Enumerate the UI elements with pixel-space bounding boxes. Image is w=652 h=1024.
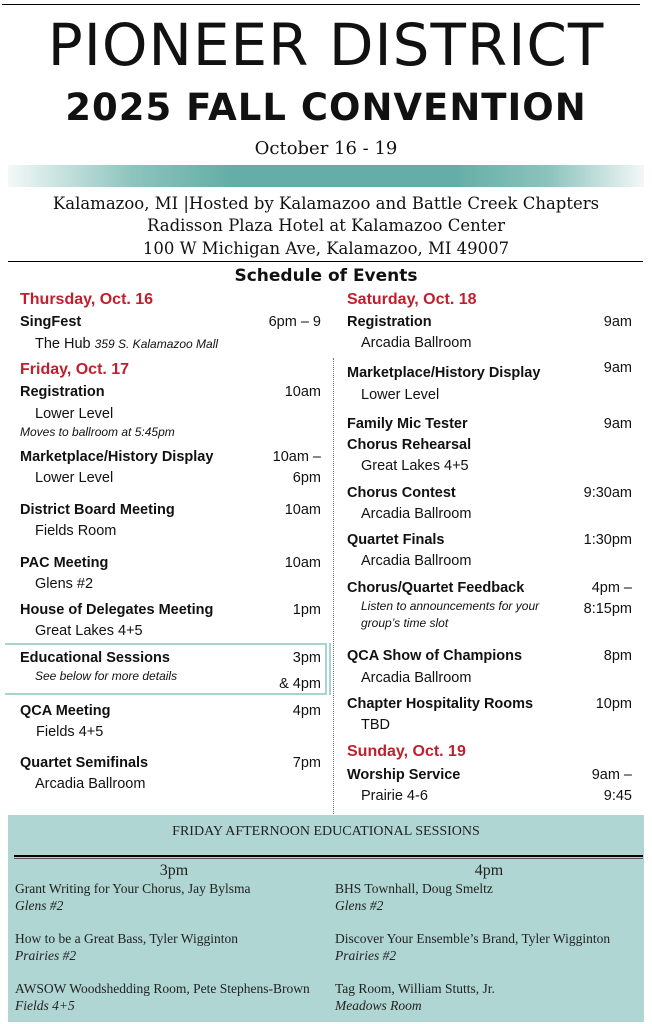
event-name-secondary: Chorus Rehearsal — [347, 437, 472, 453]
event-name: SingFest — [20, 314, 82, 330]
session-title: Discover Your Ensemble’s Brand, Tyler Wigginton — [335, 931, 611, 946]
session-room: Prairies #2 — [15, 948, 77, 963]
decorative-band — [8, 165, 644, 187]
event-name: Chapter Hospitality Rooms — [347, 696, 534, 712]
event-name: Marketplace/History Display — [347, 365, 541, 381]
event-time: 7pm — [292, 755, 321, 771]
event-time: 10am — [284, 555, 321, 571]
event-name: Educational Sessions — [20, 650, 170, 666]
educational-highlight-bar — [329, 643, 331, 695]
event-location: Prairie 4-6 — [361, 788, 428, 804]
day-heading-thursday: Thursday, Oct. 16 — [20, 291, 154, 308]
session-title: Grant Writing for Your Chorus, Jay Bylsma — [15, 881, 251, 896]
day-heading-friday: Friday, Oct. 17 — [20, 361, 130, 378]
event-name: Family Mic Tester — [347, 416, 468, 432]
session-room: Fields 4+5 — [15, 998, 75, 1013]
event-name: Chorus Contest — [347, 485, 456, 501]
event-time: 3pm — [292, 650, 321, 666]
event-name: Registration — [347, 314, 432, 330]
event-name: Registration — [20, 384, 105, 400]
event-name: Worship Service — [347, 767, 461, 783]
event-time: 4pm – — [591, 580, 632, 596]
day-heading-saturday: Saturday, Oct. 18 — [347, 291, 477, 308]
event-dates: October 16 - 19 — [254, 138, 398, 159]
event-location: Lower Level — [35, 406, 114, 422]
column-divider — [333, 358, 334, 816]
session-title: Tag Room, William Stutts, Jr. — [335, 981, 495, 996]
event-location: Arcadia Ballroom — [35, 776, 146, 792]
event-time-end: 9:45 — [603, 788, 632, 804]
event-location: Arcadia Ballroom — [361, 553, 472, 569]
event-time: 8pm — [603, 648, 632, 664]
event-time: 4pm — [292, 703, 321, 719]
event-location: Arcadia Ballroom — [361, 670, 472, 686]
schedule-title: Schedule of Events — [234, 266, 418, 286]
session-title: BHS Townhall, Doug Smeltz — [335, 881, 493, 896]
event-time: 1pm — [292, 602, 321, 618]
event-location: Arcadia Ballroom — [361, 335, 472, 351]
event-name: Quartet Finals — [347, 532, 445, 548]
event-time-end: 8:15pm — [583, 601, 632, 617]
session-room: Glens #2 — [15, 898, 64, 913]
event-location: Fields Room — [35, 523, 117, 539]
event-time: 6pm – 9 — [268, 314, 321, 330]
host-line: Kalamazoo, MI |Hosted by Kalamazoo and Battle Creek Chapters — [52, 194, 600, 213]
event-time: 9:30am — [583, 485, 632, 501]
event-location: Great Lakes 4+5 — [361, 458, 469, 474]
event-location: Glens #2 — [35, 576, 94, 592]
event-time-end: & 4pm — [279, 676, 321, 692]
event-time: 1:30pm — [583, 532, 632, 548]
divider — [8, 261, 643, 262]
session-room: Prairies #2 — [335, 948, 397, 963]
sessions-rule — [14, 858, 643, 859]
event-location: Fields 4+5 — [36, 724, 104, 740]
event-name: Quartet Semifinals — [20, 755, 149, 771]
event-name: QCA Show of Champions — [347, 648, 523, 664]
event-note: Moves to ballroom at 5:45pm — [20, 425, 175, 439]
event-note: group’s time slot — [361, 616, 449, 630]
day-heading-sunday: Sunday, Oct. 19 — [347, 743, 466, 760]
event-location: Lower Level — [35, 470, 114, 486]
event-note: See below for more details — [35, 669, 178, 683]
page-title: PIONEER DISTRICT — [47, 11, 605, 79]
event-name: District Board Meeting — [20, 502, 175, 518]
event-name: House of Delegates Meeting — [20, 602, 214, 618]
event-location: Arcadia Ballroom — [361, 506, 472, 522]
event-time: 9am — [603, 416, 632, 432]
event-time: 10pm — [595, 696, 632, 712]
event-time: 9am – — [591, 767, 632, 783]
event-time: 9am — [603, 360, 632, 376]
session-title: How to be a Great Bass, Tyler Wigginton — [15, 931, 238, 946]
top-rule — [2, 4, 640, 5]
session-title: AWSOW Woodshedding Room, Pete Stephens-Brown — [15, 981, 310, 996]
event-name: PAC Meeting — [20, 555, 109, 571]
session-column-time: 4pm — [474, 862, 504, 879]
venue: Radisson Plaza Hotel at Kalamazoo Center — [146, 216, 506, 235]
page-subtitle: 2025 FALL CONVENTION — [65, 86, 587, 129]
event-location: TBD — [361, 717, 390, 733]
event-name: QCA Meeting — [20, 703, 111, 719]
sessions-title: FRIDAY AFTERNOON EDUCATIONAL SESSIONS — [172, 824, 480, 839]
event-time: 10am — [284, 384, 321, 400]
session-column-time: 3pm — [159, 862, 189, 879]
event-location: The Hub — [35, 336, 91, 352]
event-time: 9am — [603, 314, 632, 330]
event-note: 359 S. Kalamazoo Mall — [94, 337, 219, 351]
event-time-end: 6pm — [292, 470, 321, 486]
event-name: Marketplace/History Display — [20, 449, 214, 465]
event-location: Lower Level — [361, 387, 440, 403]
event-note: Listen to announcements for your — [361, 599, 540, 613]
sessions-rule — [14, 855, 643, 857]
session-room: Glens #2 — [335, 898, 384, 913]
address: 100 W Michigan Ave, Kalamazoo, MI 49007 — [142, 239, 510, 258]
event-time: 10am – — [272, 449, 321, 465]
event-name: Chorus/Quartet Feedback — [347, 580, 525, 596]
event-time: 10am — [284, 502, 321, 518]
event-location: Great Lakes 4+5 — [35, 623, 143, 639]
session-room: Meadows Room — [335, 998, 422, 1013]
